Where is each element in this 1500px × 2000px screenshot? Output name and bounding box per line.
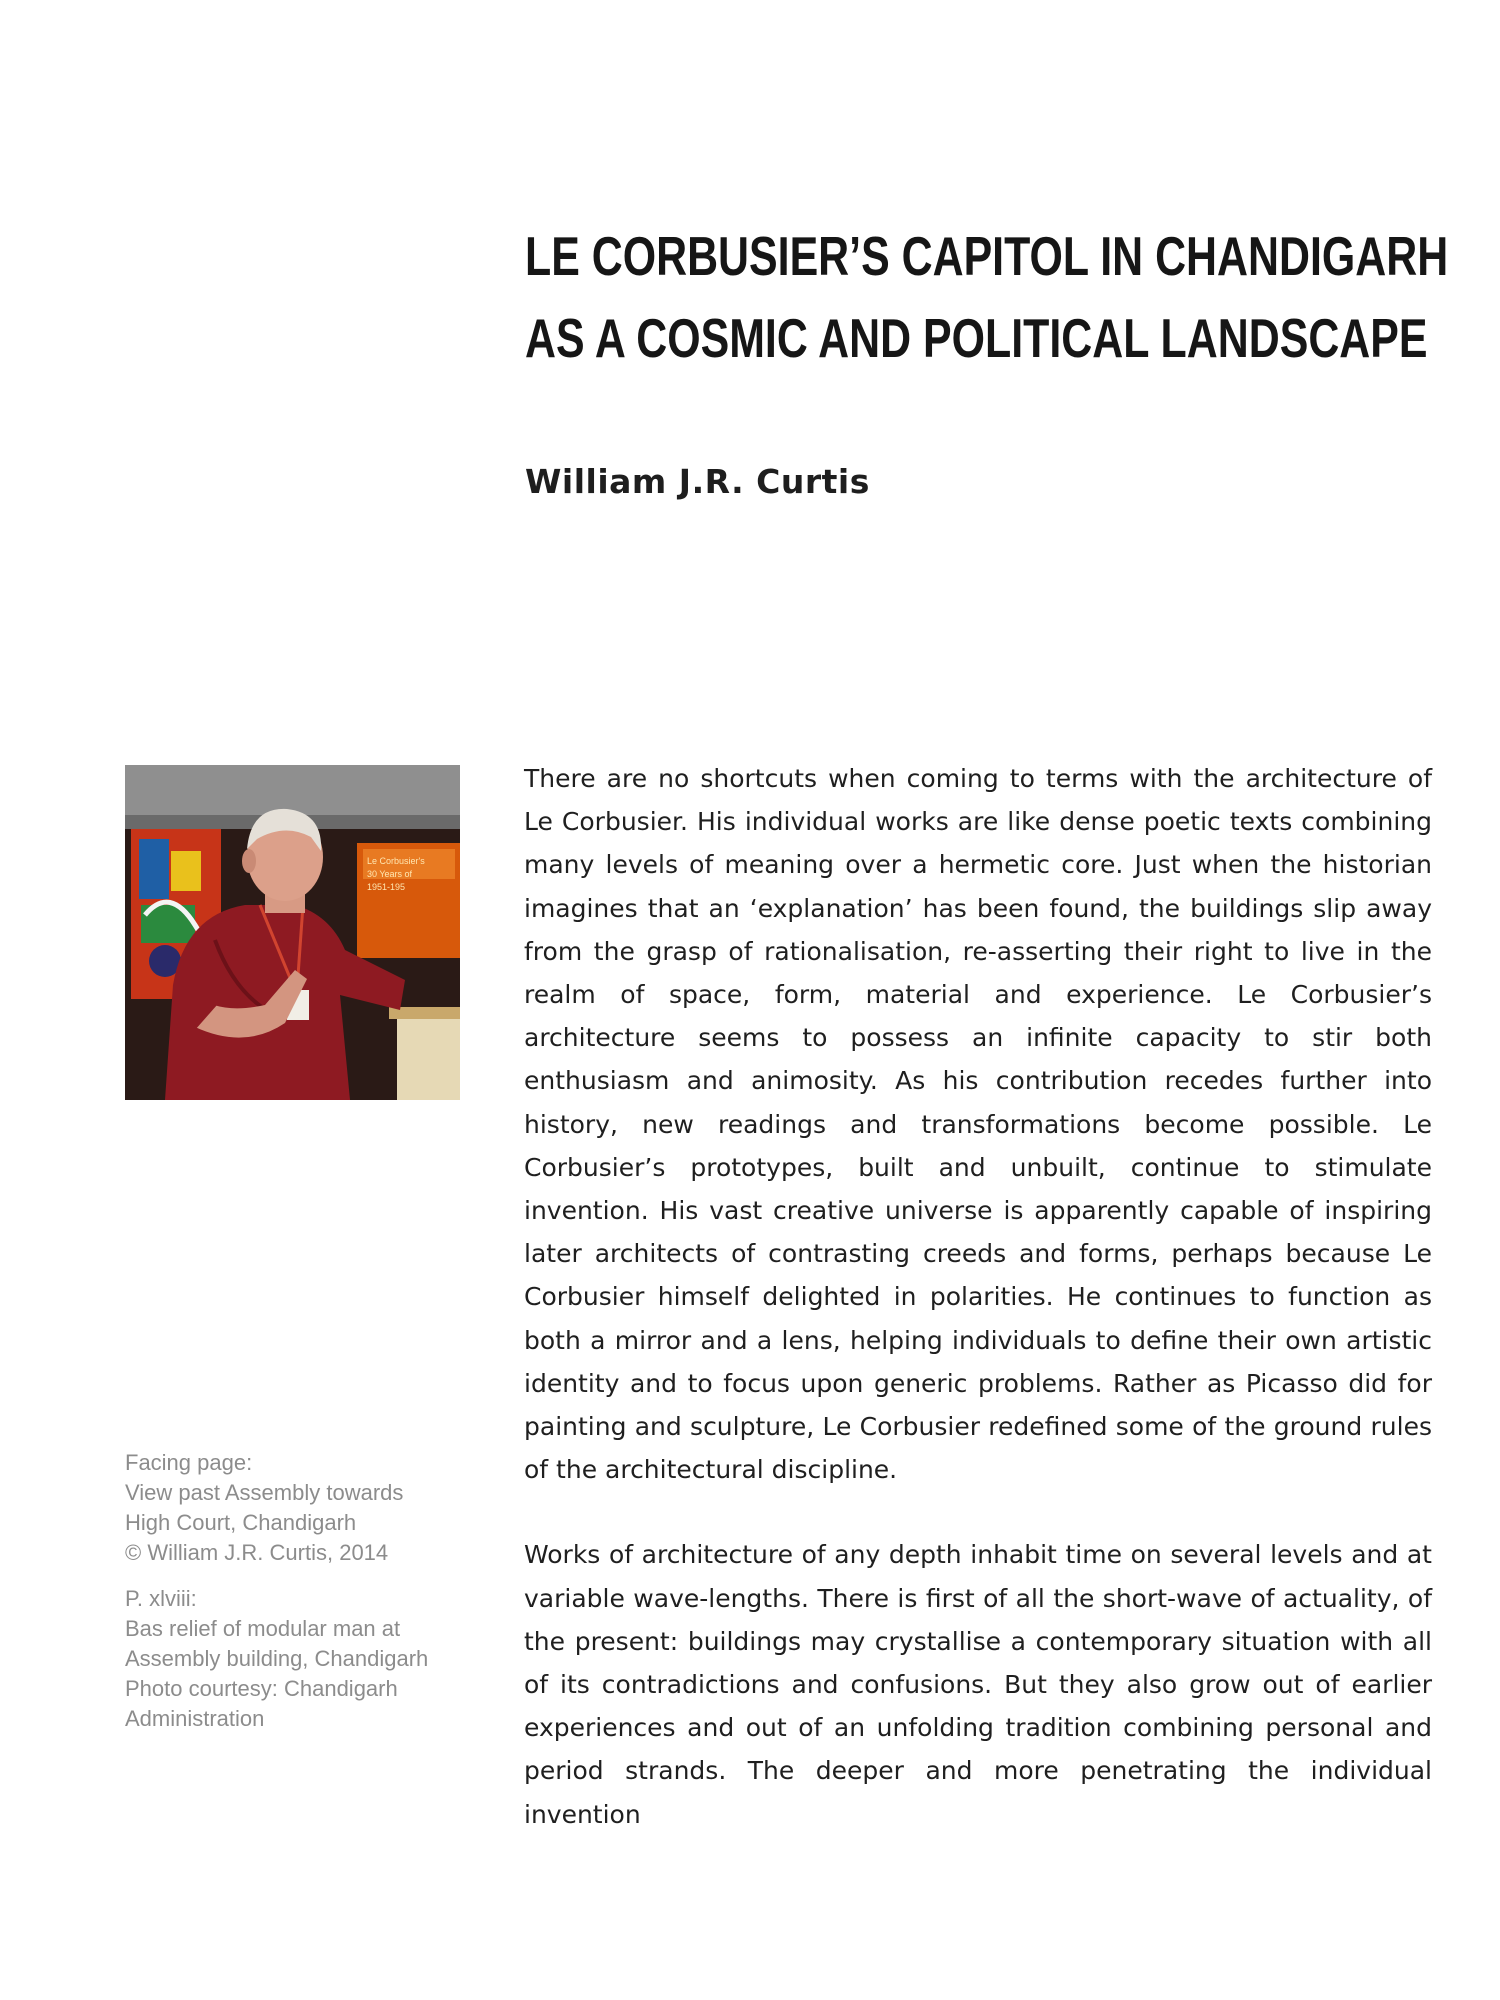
caption-line: Facing page: xyxy=(125,1450,253,1475)
caption-page-xlviii xyxy=(125,1584,485,1734)
poster-text-1: Le Corbusier's xyxy=(367,856,425,866)
caption-line: Administration xyxy=(125,1706,265,1731)
poster-text-3: 1951-195 xyxy=(367,882,406,892)
caption-line: © William J.R. Curtis, 2014 xyxy=(125,1540,389,1565)
caption-line: High Court, Chandigarh xyxy=(125,1510,357,1535)
body-paragraph-2: Works of architecture of any depth inhabit time on several levels and at variable wave-lengths. There is first of all the short-wave of actuality, of the present: buildings may crystallise a contemporary situation with all of its contradictions and confusions. But they also grow out of earlier experiences and out of an unfolding tradition combining personal and period strands. The deeper and more penetrating the individual invention xyxy=(524,1540,1432,1829)
author-name: William J.R. Curtis xyxy=(525,462,870,501)
caption-line: Bas relief of modular man at xyxy=(125,1616,401,1641)
caption-line: Assembly building, Chandigarh xyxy=(125,1646,429,1671)
body-paragraph-1: There are no shortcuts when coming to terms with the architecture of Le Corbusier. His individual works are like dense poetic texts combining many levels of meaning over a hermetic core. Just when the historian imagines that an ‘explanation’ has been found, the buildings slip away from the grasp of rationalisation, re-asserting their right to live in the realm of space, form, material and experience. Le Corbusier’s architecture seems to possess an infinite capacity to stir both enthusiasm and animosity. As his contribution recedes further into history, new readings and transformations become possible. Le Corbusier’s prototypes, built and unbuilt, continue to stimulate invention. His vast creative universe is apparently capable of inspiring later architects of contrasting creeds and forms, perhaps because Le Corbusier himself delighted in polarities. He continues to function as both a mirror and a lens, helping individuals to define their own artistic identity and to focus upon generic problems. Rather as Picasso did for painting and sculpture, Le Corbusier redefined some of the ground rules of the architectural discipline. xyxy=(524,764,1432,1485)
photo-captions xyxy=(125,1448,485,1734)
article-title xyxy=(525,215,1449,379)
caption-line: P. xlviii: xyxy=(125,1586,197,1611)
caption-line: View past Assembly towards xyxy=(125,1480,404,1505)
title-line-2: AS A COSMIC AND POLITICAL LANDSCAPE xyxy=(525,307,1428,369)
caption-facing-page xyxy=(125,1448,485,1568)
caption-line: Photo courtesy: Chandigarh xyxy=(125,1676,398,1701)
author-photo xyxy=(125,765,460,1100)
title-line-1: LE CORBUSIER’S CAPITOL IN CHANDIGARH xyxy=(525,225,1449,287)
poster-text-2: 30 Years of xyxy=(367,869,413,879)
article-body xyxy=(524,757,1432,1836)
